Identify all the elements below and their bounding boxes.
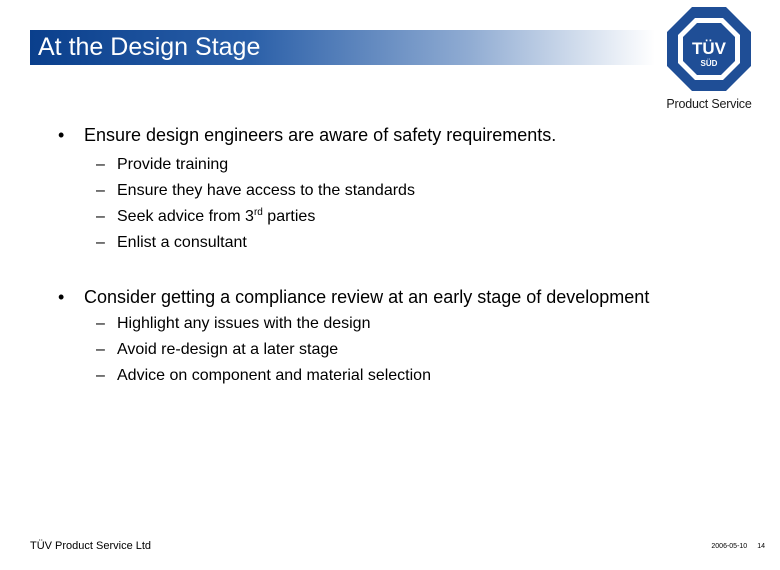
dash-marker: – (96, 156, 105, 173)
dash-marker: – (96, 234, 105, 251)
dash-marker: – (96, 182, 105, 199)
footer-company: TÜV Product Service Ltd (30, 540, 152, 552)
sub-bullet-text-after: parties (262, 208, 316, 225)
slide-title: At the Design Stage (38, 33, 261, 61)
dash-marker: – (96, 208, 105, 225)
sub-bullet-text: Enlist a consultant (117, 234, 247, 251)
footer-date: 2006-05-10 (711, 543, 748, 550)
bullet-marker: • (58, 287, 65, 307)
sub-bullet-text: Ensure they have access to the standards (117, 182, 415, 199)
ordinal-superscript: rd (253, 207, 263, 218)
title-bar (30, 30, 655, 65)
page-number: 14 (757, 543, 765, 550)
bullet-marker: • (58, 125, 65, 145)
octagon-logo-icon (666, 6, 752, 92)
dash-marker: – (96, 315, 105, 332)
bullet-2-text: Consider getting a compliance review at an early stage of development (84, 287, 650, 307)
sub-bullet-text-before: Seek advice from 3 (117, 208, 254, 225)
sub-bullet-text: Provide training (117, 156, 229, 173)
sub-bullet-text: Highlight any issues with the design (117, 315, 371, 332)
logo-brand-bottom: SÜD (700, 59, 718, 68)
dash-marker: – (96, 341, 105, 358)
bullet-1-text: Ensure design engineers are aware of safety requirements. (84, 125, 557, 145)
footer-meta (701, 543, 765, 550)
dash-marker: – (96, 367, 105, 384)
logo-caption: Product Service (666, 97, 752, 111)
sub-bullet-text (117, 208, 315, 226)
sub-bullet-text: Advice on component and material selection (117, 367, 431, 384)
sub-bullet-text: Avoid re-design at a later stage (117, 341, 339, 358)
logo-brand-top: TÜV (692, 39, 726, 58)
tuv-logo (666, 6, 752, 116)
